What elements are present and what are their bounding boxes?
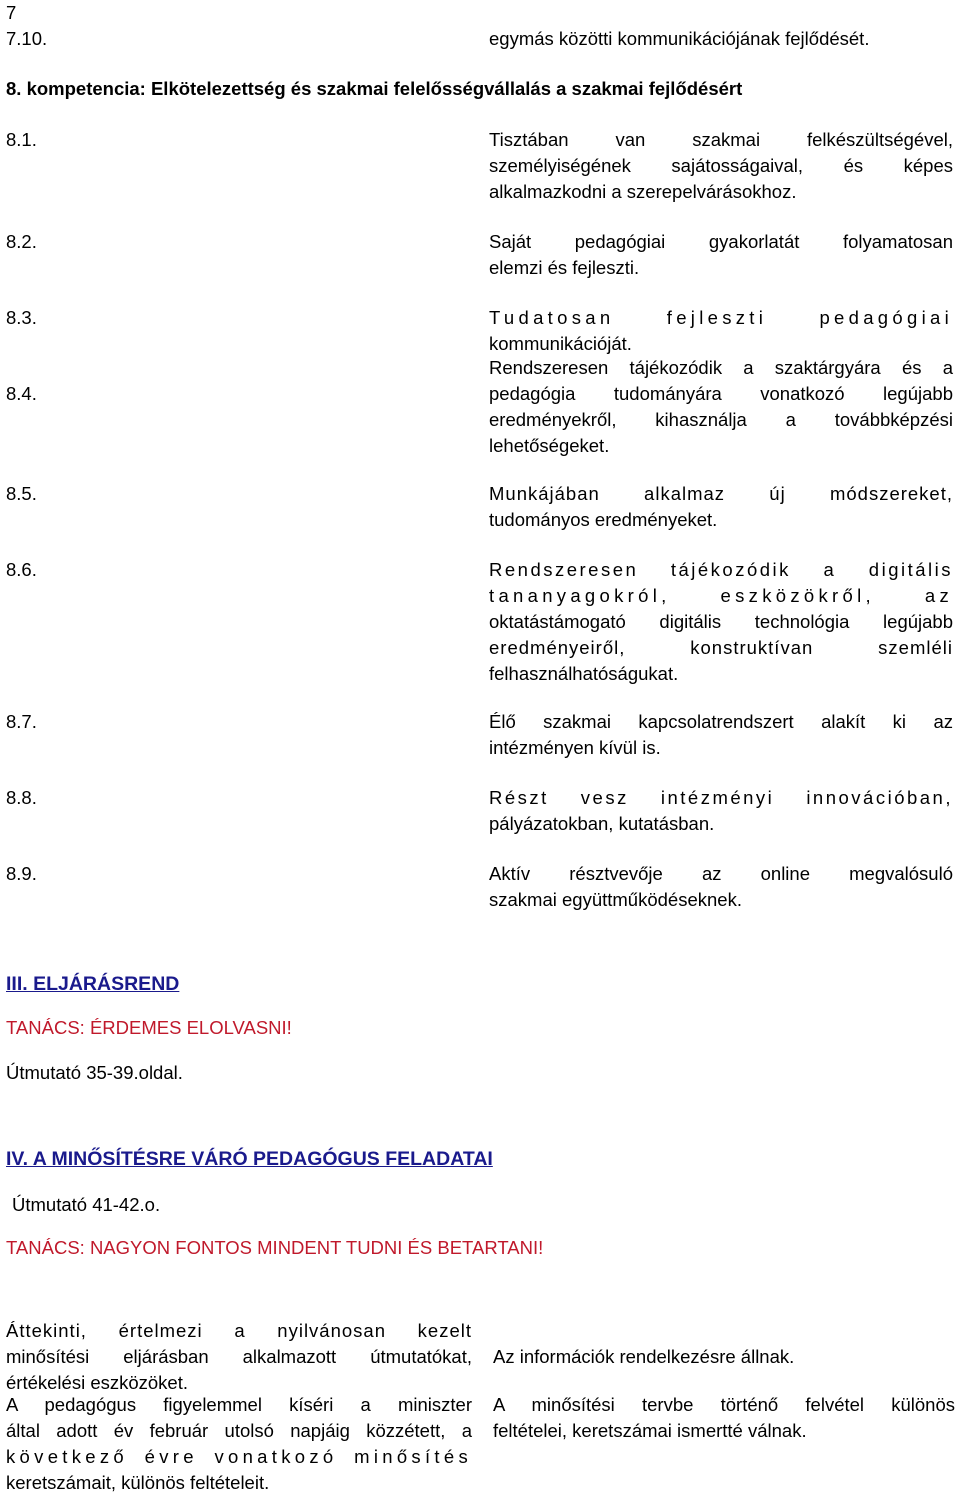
- item-line: kommunikációját.: [489, 333, 632, 354]
- item-number-7-10: 7.10.: [6, 28, 48, 49]
- item-line: intézményen kívül is.: [489, 737, 661, 758]
- item-line: pályázatokban, kutatásban.: [489, 813, 715, 834]
- competence-heading: 8. kompetencia: Elkötelezettség és szakmai felelősségvállalás a szakmai fejlődésért: [6, 78, 743, 99]
- section-3-advice: TANÁCS: ÉRDEMES ELOLVASNI!: [6, 1017, 292, 1038]
- item-line: személyiségének sajátosságaival, és képes: [489, 155, 953, 176]
- item-line: Munkájában alkalmaz új módszereket,: [489, 483, 953, 504]
- item-line: Rendszeresen tájékozódik a szaktárgyára és a: [489, 357, 953, 378]
- item-line: Rendszeresen tájékozódik a digitális: [489, 559, 953, 580]
- item-line: oktatástámogató digitális technológia legújabb: [489, 611, 953, 632]
- item-text-8-1: [489, 127, 953, 205]
- table-cell-line: Az információk rendelkezésre állnak.: [493, 1346, 795, 1367]
- section-4-advice: TANÁCS: NAGYON FONTOS MINDENT TUDNI ÉS BETARTANI!: [6, 1237, 544, 1258]
- item-text-7-10: [489, 26, 953, 52]
- item-number-8-8: 8.8.: [6, 787, 37, 808]
- table-row-2-right: [493, 1392, 955, 1444]
- item-line: szakmai együttműködéseknek.: [489, 889, 742, 910]
- item-text-8-2: [489, 229, 953, 281]
- item-number-8-9: 8.9.: [6, 863, 37, 884]
- item-number-8-7: 8.7.: [6, 711, 37, 732]
- table-cell-line: Áttekinti, értelmezi a nyilvánosan kezelt: [6, 1320, 472, 1341]
- item-line: felhasználhatóságukat.: [489, 663, 679, 684]
- item-line: Tisztában van szakmai felkészültségével,: [489, 129, 953, 150]
- table-cell-line: A pedagógus figyelemmel kíséri a miniszter: [6, 1394, 472, 1415]
- item-line: Tudatosan fejleszti pedagógiai: [489, 307, 953, 328]
- item-line: Élő szakmai kapcsolatrendszert alakít ki az: [489, 711, 953, 732]
- item-line: Részt vesz intézményi innovációban,: [489, 787, 953, 808]
- table-cell-line: feltételei, keretszámai ismertté válnak.: [493, 1420, 807, 1441]
- table-cell-line: minősítési eljárásban alkalmazott útmutatókat,: [6, 1346, 472, 1367]
- item-text-8-4: [489, 355, 953, 459]
- item-line: eredményeiről, konstruktívan szemléli: [489, 637, 953, 658]
- item-number-8-2: 8.2.: [6, 231, 37, 252]
- item-number-8-4: 8.4.: [6, 383, 37, 404]
- item-text-8-7: [489, 709, 953, 761]
- item-number-8-6: 8.6.: [6, 559, 37, 580]
- item-number-8-5: 8.5.: [6, 483, 37, 504]
- section-3-guide-ref: Útmutató 35-39.oldal.: [6, 1062, 183, 1083]
- page-number: 7: [6, 2, 17, 23]
- section-4-heading: IV. A MINŐSÍTÉSRE VÁRÓ PEDAGÓGUS FELADATAI: [6, 1148, 493, 1170]
- section-3-heading-text: III. ELJÁRÁSREND: [6, 973, 180, 995]
- item-text-8-3: [489, 305, 953, 357]
- table-row-1-right: [493, 1344, 955, 1370]
- item-line: Aktív résztvevője az online megvalósuló: [489, 863, 953, 884]
- item-line: tananyagokról, eszközökről, az: [489, 585, 953, 606]
- table-cell-line: értékelési eszközöket.: [6, 1372, 189, 1393]
- table-row-2-left: [6, 1392, 472, 1496]
- item-number-8-3: 8.3.: [6, 307, 37, 328]
- item-line: Saját pedagógiai gyakorlatát folyamatosan: [489, 231, 953, 252]
- section-3-heading: [6, 971, 189, 997]
- item-line: lehetőségeket.: [489, 435, 610, 456]
- table-cell-line: következő évre vonatkozó minősítés: [6, 1446, 472, 1467]
- table-cell-line: által adott év február utolsó napjáig közzétett, a: [6, 1420, 472, 1441]
- table-cell-line: A minősítési tervbe történő felvétel különös: [493, 1394, 955, 1415]
- item-line: elemzi és fejleszti.: [489, 257, 640, 278]
- item-line: tudományos eredményeket.: [489, 509, 718, 530]
- item-text-8-5: [489, 481, 953, 533]
- item-line: pedagógia tudományára vonatkozó legújabb: [489, 383, 953, 404]
- table-row-1-left: [6, 1318, 472, 1396]
- item-text-8-8: [489, 785, 953, 837]
- table-cell-line: keretszámait, különös feltételeit.: [6, 1472, 270, 1493]
- item-line: eredményekről, kihasználja a továbbképzési: [489, 409, 953, 430]
- item-line: egymás közötti kommunikációjának fejlődését.: [489, 28, 870, 49]
- item-number-8-1: 8.1.: [6, 129, 37, 150]
- section-4-guide-ref: Útmutató 41-42.o.: [12, 1194, 161, 1215]
- item-text-8-9: [489, 861, 953, 913]
- item-line: alkalmazkodni a szerepelvárásokhoz.: [489, 181, 797, 202]
- item-text-8-6: [489, 557, 953, 687]
